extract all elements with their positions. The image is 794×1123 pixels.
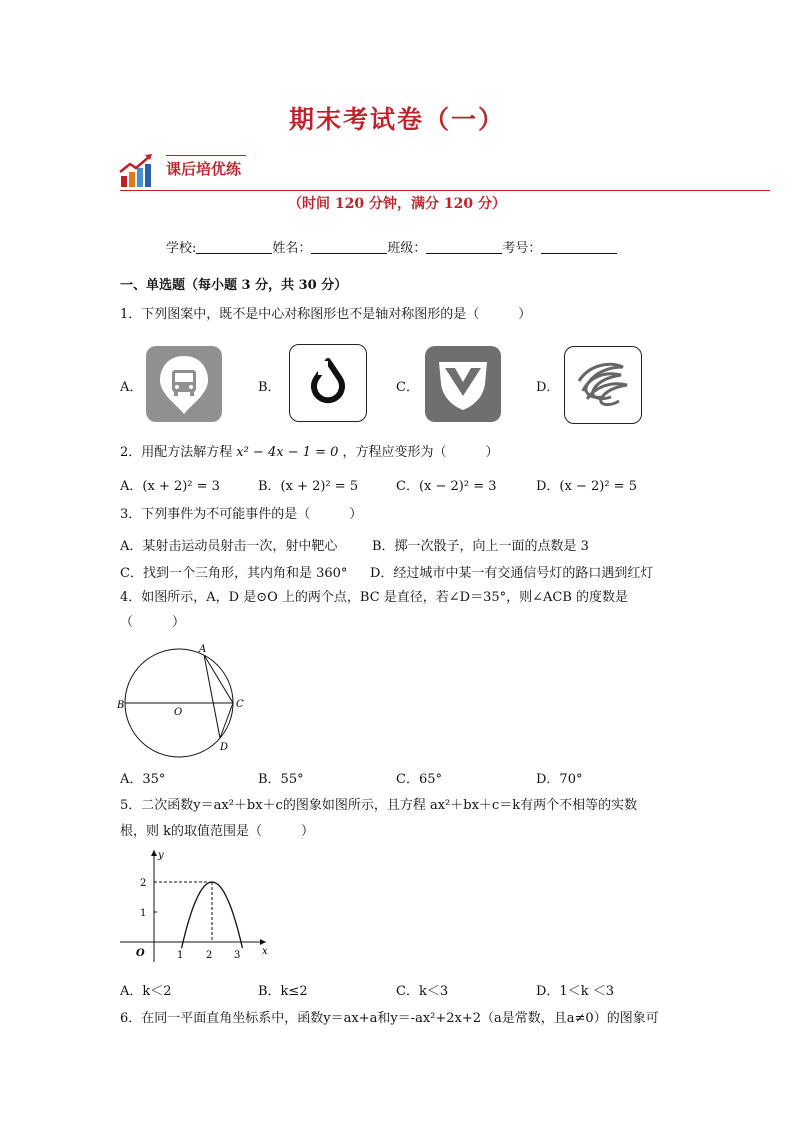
x-axis-label: x xyxy=(262,946,268,957)
page-title: 期末考试卷（一） xyxy=(288,105,505,134)
q2-prefix: 2．用配方法解方程 xyxy=(120,445,233,460)
school-field[interactable] xyxy=(196,239,272,254)
q3-option-b: B．掷一次骰子，向上一面的点数是 3 xyxy=(372,539,589,554)
x-axis-arrow-icon xyxy=(260,939,266,945)
question-4-text: 4．如图所示，A，D 是⊙O 上的两个点，BC 是直径，若∠D＝35°，则∠ACB 的度数是 xyxy=(120,590,629,605)
q2-option-d: D．(x − 2)² = 5 xyxy=(536,479,637,494)
q5-option-a: A．k＜2 xyxy=(120,984,172,999)
question-5-text: 5．二次函数y＝ax²＋bx＋c的图象如图所示，且方程 ax²＋bx＋c＝k有两个不相等的实数 xyxy=(120,798,638,813)
x-tick-2: 2 xyxy=(206,950,213,961)
q3-option-a: A．某射击运动员射击一次，射中靶心 xyxy=(120,539,338,554)
q2-equation: x² − 4x − 1 = 0 xyxy=(236,445,339,460)
water-drop-icon xyxy=(289,344,367,422)
question-4-paren: （ ） xyxy=(120,615,186,630)
y-axis-arrow-icon xyxy=(151,850,157,856)
number-label: 考号： xyxy=(502,241,542,256)
origin-label: O xyxy=(136,948,145,959)
q2-suffix: ，方程应变形为（ ） xyxy=(342,445,499,460)
q4-option-a: A．35° xyxy=(120,772,166,787)
header-divider xyxy=(120,190,770,191)
q1-option-a-label: A． xyxy=(120,380,143,395)
school-label: 学校: xyxy=(166,241,197,256)
class-label: 班级： xyxy=(387,241,427,256)
name-field[interactable] xyxy=(311,239,387,254)
y-axis-label: y xyxy=(158,850,164,861)
point-o-label: O xyxy=(174,707,183,718)
q3-option-d: D．经过城市中某一有交通信号灯的路口遇到红灯 xyxy=(370,566,654,581)
name-label: 姓名： xyxy=(272,241,312,256)
q3-option-c: C．找到一个三角形，其内角和是 360° xyxy=(120,566,348,581)
section-heading: 一、单选题（每小题 3 分，共 30 分） xyxy=(120,278,348,293)
q1-option-b-label: B． xyxy=(258,380,281,395)
section-overline xyxy=(166,155,246,156)
parabola-graph xyxy=(116,844,276,966)
bus-location-icon xyxy=(146,346,222,422)
number-field[interactable] xyxy=(541,239,617,254)
q4-option-d: D．70° xyxy=(536,772,583,787)
shield-v-icon xyxy=(425,346,501,422)
q5-option-c: C．k＜3 xyxy=(396,984,449,999)
x-tick-3: 3 xyxy=(234,950,241,961)
china-mobile-logo-icon xyxy=(564,346,642,424)
x-tick-1: 1 xyxy=(177,950,184,961)
section-label: 课后培优练 xyxy=(166,160,242,178)
question-5-text-2: 根，则 k的取值范围是（ ） xyxy=(120,824,315,839)
bar-chart-logo-icon xyxy=(118,152,156,188)
q1-option-d-label: D． xyxy=(536,380,560,395)
point-a-label: A xyxy=(199,644,207,655)
class-field[interactable] xyxy=(426,239,502,254)
q5-option-b: B．k≤2 xyxy=(258,984,308,999)
q4-option-c: C．65° xyxy=(396,772,442,787)
circle-figure xyxy=(116,638,256,760)
question-2-text xyxy=(120,444,498,462)
q2-option-c: C．(x − 2)² = 3 xyxy=(396,479,497,494)
student-info-row xyxy=(166,237,617,256)
q2-option-b: B．(x + 2)² = 5 xyxy=(258,479,359,494)
time-note: （时间 120 分钟，满分 120 分） xyxy=(288,196,506,212)
question-3-text: 3．下列事件为不可能事件的是（ ） xyxy=(120,507,363,522)
y-tick-2: 2 xyxy=(140,878,147,889)
question-1-text: 1．下列图案中，既不是中心对称图形也不是轴对称图形的是（ ） xyxy=(120,307,532,322)
question-6-text: 6．在同一平面直角坐标系中，函数y＝ax+a和y＝-ax²+2x+2（a是常数，且a≠0）的图象可 xyxy=(120,1011,659,1026)
q1-option-c-label: C． xyxy=(396,380,419,395)
point-b-label: B xyxy=(117,700,125,711)
y-tick-1: 1 xyxy=(140,908,147,919)
point-d-label: D xyxy=(220,742,229,753)
point-c-label: C xyxy=(236,699,244,710)
q5-option-d: D．1＜k ＜3 xyxy=(536,984,614,999)
q2-option-a: A．(x + 2)² = 3 xyxy=(120,479,220,494)
q4-option-b: B．55° xyxy=(258,772,304,787)
